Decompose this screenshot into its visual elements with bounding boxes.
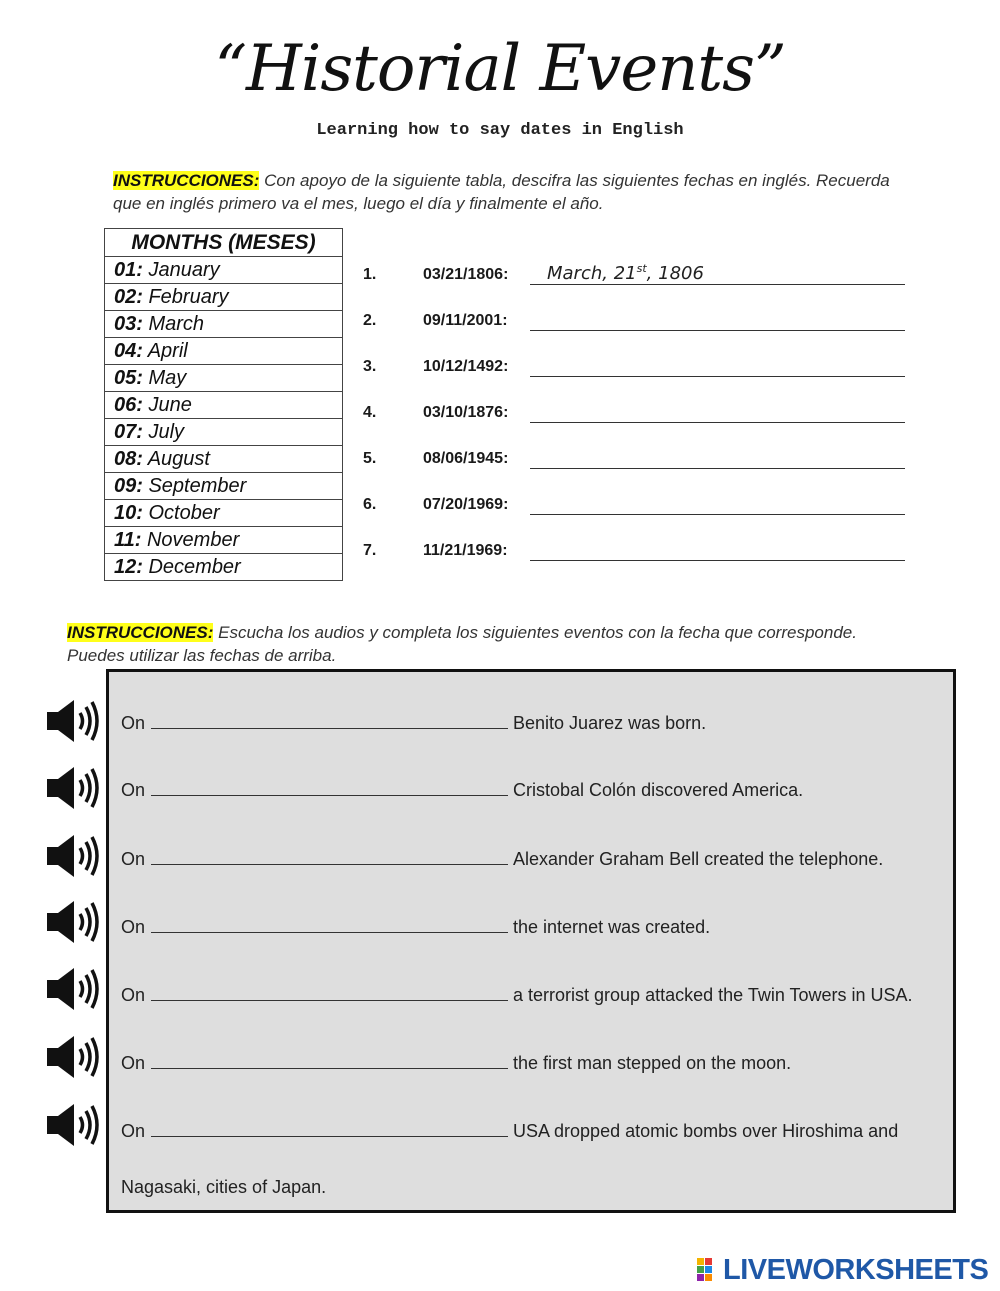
speaker-icon[interactable] [44,832,104,880]
exercise-item [363,540,908,564]
logo-text: LIVEWORKSHEETS [723,1254,989,1286]
event-sentence: On Alexander Graham Bell created the telephone. [121,849,884,869]
month-row [105,419,343,446]
month-name: May [142,366,187,389]
exercise-number: 1. [363,266,377,283]
answer-field[interactable] [530,560,905,561]
month-row [105,365,343,392]
speaker-icon[interactable] [44,965,104,1013]
month-code: 12: [114,555,143,578]
exercise-number: 3. [363,358,377,375]
month-name: December [142,555,241,578]
event-date-field[interactable] [151,781,508,796]
event-date-field[interactable] [151,1054,508,1069]
logo-icon [697,1258,721,1282]
month-row [105,527,343,554]
worksheet-subtitle: Learning how to say dates in English [316,121,684,140]
month-code: 06: [114,393,143,416]
answer-field[interactable] [530,422,905,423]
exercise-date: 08/06/1945: [423,450,509,467]
instructions-1 [113,169,913,215]
event-sentence: On Benito Juarez was born. [121,713,707,733]
month-row [105,473,343,500]
answer-text: March, 21st, 1806 [547,262,704,284]
event-sentence: On the internet was created. [121,917,711,937]
month-code: 03: [114,312,143,335]
month-name: June [142,393,192,416]
event-date-field[interactable] [151,850,508,865]
speaker-icon[interactable] [44,764,104,812]
exercise-date: 03/10/1876: [423,404,509,421]
instructions-label: INSTRUCCIONES: [113,171,260,190]
month-name: March [142,312,205,335]
month-code: 02: [114,285,143,308]
answer-field[interactable] [530,376,905,377]
month-name: November [141,528,240,551]
month-name: July [142,420,185,443]
month-row [105,446,343,473]
instructions-text: Escucha los audios y completa los siguientes eventos con la fecha que corresponde. Puedes utilizar las fechas de arriba. [67,623,857,665]
month-row [105,500,343,527]
event-sentence: On a terrorist group attacked the Twin Towers in USA. [121,985,913,1005]
speaker-icon[interactable] [44,898,104,946]
exercise-date: 11/21/1969: [423,542,508,559]
month-row [105,284,343,311]
speaker-icon[interactable] [44,1101,104,1149]
months-table-header: MONTHS (MESES) [105,229,343,257]
answer-field[interactable] [530,284,905,285]
exercise-item [363,494,908,518]
month-name: October [142,501,220,524]
month-row [105,554,343,581]
exercise-number: 2. [363,312,377,329]
month-name: September [142,474,247,497]
exercise-item [363,448,908,472]
event-sentence: On USA dropped atomic bombs over Hiroshima and [121,1121,899,1141]
month-code: 10: [114,501,143,524]
month-row [105,257,343,284]
event-sentence-continuation: Nagasaki, cities of Japan. [121,1177,327,1197]
worksheet-title: “Historial Events” [214,32,786,106]
month-code: 08: [114,447,143,470]
exercise-date: 03/21/1806: [423,266,509,283]
month-name: January [142,258,220,281]
event-sentence: On Cristobal Colón discovered America. [121,780,804,800]
month-row [105,392,343,419]
month-code: 05: [114,366,143,389]
month-name: April [142,339,188,362]
month-name: February [142,285,229,308]
event-sentence: On the first man stepped on the moon. [121,1053,792,1073]
instructions-text: Con apoyo de la siguiente tabla, descifra las siguientes fechas en inglés. Recuerda que en inglés primero va el mes, luego el día y finalmente el año. [113,171,890,213]
exercise-item [363,356,908,380]
exercise-number: 4. [363,404,377,421]
exercise-number: 7. [363,542,377,559]
answer-field[interactable] [530,514,905,515]
month-row [105,311,343,338]
instructions-label: INSTRUCCIONES: [67,623,214,642]
event-date-field[interactable] [151,714,508,729]
month-code: 04: [114,339,143,362]
exercise-date: 10/12/1492: [423,358,509,375]
month-name: August [142,447,210,470]
speaker-icon[interactable] [44,1033,104,1081]
liveworksheets-logo [697,1254,997,1288]
month-row [105,338,343,365]
exercise-item [363,264,908,288]
exercise-number: 6. [363,496,377,513]
month-code: 11: [114,528,142,551]
event-date-field[interactable] [151,918,508,933]
months-table [104,228,343,581]
event-date-field[interactable] [151,1122,508,1137]
event-date-field[interactable] [151,986,508,1001]
exercise-item [363,310,908,334]
month-code: 01: [114,258,143,281]
speaker-icon[interactable] [44,697,104,745]
exercise-date: 07/20/1969: [423,496,509,513]
answer-field[interactable] [530,330,905,331]
month-code: 09: [114,474,143,497]
month-code: 07: [114,420,143,443]
instructions-2 [67,621,867,667]
exercise-date: 09/11/2001: [423,312,508,329]
exercise-number: 5. [363,450,377,467]
exercise-item [363,402,908,426]
answer-field[interactable] [530,468,905,469]
